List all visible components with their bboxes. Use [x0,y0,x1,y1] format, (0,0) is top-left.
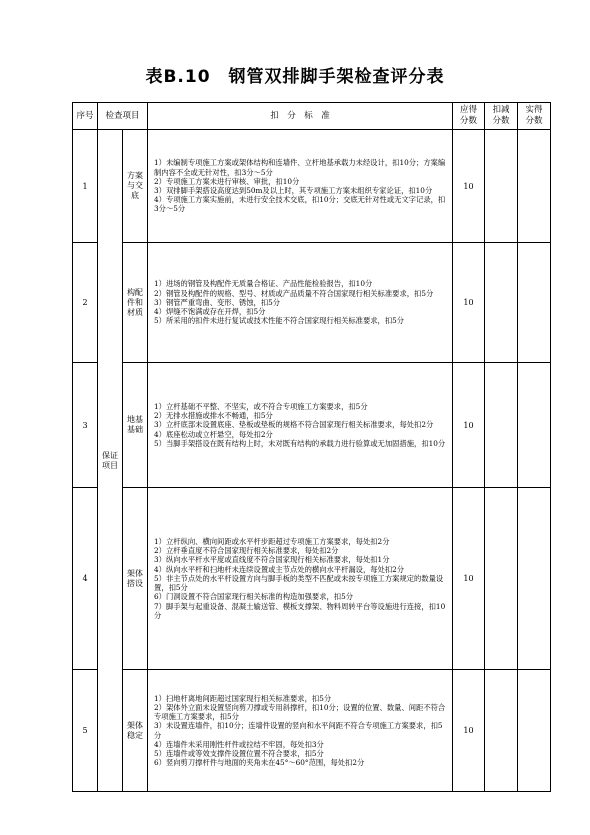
group-label: 保证 项目 [98,130,123,792]
header-actual-points: 实得 分数 [518,103,551,130]
row-item: 方案 与交 底 [123,130,148,243]
table-row [73,243,551,363]
row-seq: 4 [73,488,98,670]
row-deducted-points[interactable] [485,670,518,792]
row-standard: 1）进场的钢管及构配件无质量合格证、产品性能检验报告，扣10分 2）钢管及构配件的规格、型号、材质或产品质量不符合国家现行相关标准要求，扣5分 3）钢管严重弯曲、变形、锈蚀，扣5分 4）焊缝不饱满或存在开焊，扣5分 5）所采用的扣件未进行复试或技术性能不符合国家现行相关标准要求，扣5分 [148,243,453,363]
row-item: 架体 搭设 [123,488,148,670]
table-row [73,670,551,792]
score-table [72,102,551,792]
row-standard: 1）未编制专项施工方案或架体结构和连墙件、立杆地基承载力未经设计，扣10分；方案编制内容不全或无针对性，扣3分～5分 2）专项施工方案未进行审核、审批，扣10分 3）双排脚手架搭设高度达到50m及以上时，其专项施工方案未组织专家论证，扣10分 4）专项施工方案实施前，未进行安全技术交底，扣10分；交底无针对性或无文字记录，扣3分～5分 [148,130,453,243]
row-deducted-points[interactable] [485,243,518,363]
row-deducted-points[interactable] [485,363,518,488]
table-row [73,363,551,488]
row-due-points: 10 [453,670,485,792]
row-seq: 1 [73,130,98,243]
row-actual-points[interactable] [518,670,551,792]
row-standard: 1）立杆纵向、横向间距或水平杆步距超过专项施工方案要求，每处扣2分 2）立杆垂直度不符合国家现行相关标准要求，每处扣2分 3）纵向水平杆水平度或直线度不符合国家现行相关标准要求，每处扣1分 4）纵向水平杆和扫地杆未连续设置或主节点处的横向水平杆漏设，每处扣2分 5）非主节点处的水平杆设置方向与脚手板的类型不匹配或未按专项施工方案规定的数量设置，扣5分 6）门洞设置不符合国家现行相关标准的构造加强要求，扣5分 7）脚手架与起重设备、混凝土输送管、模板支撑架、物料周转平台等设施进行连接，扣10分 [148,488,453,670]
row-deducted-points[interactable] [485,130,518,243]
row-actual-points[interactable] [518,363,551,488]
row-standard: 1）扫地杆离地间距超过国家现行相关标准要求，扣5分 2）架体外立面未设置竖向剪刀撑或专用斜撑杆，扣10分；设置的位置、数量、间距不符合专项施工方案要求，扣5分 3）未设置连墙件，扣10分；连墙件设置的竖向和水平间距不符合专项施工方案要求，扣5分 4）连墙件未采用刚性杆件或拉结不牢固，每处扣3分 5）连墙件或等效支撑件设置位置不符合要求，扣5分 6）竖向剪刀撑杆件与地面的夹角未在45°～60°范围，每处扣2分 [148,670,453,792]
header-row [73,103,551,130]
header-deducted-points: 扣减 分数 [485,103,518,130]
table-row [73,130,551,243]
row-item: 架体 稳定 [123,670,148,792]
row-due-points: 10 [453,243,485,363]
page-title: 表B.10 钢管双排脚手架检查评分表 [145,67,445,87]
row-due-points: 10 [453,130,485,243]
row-due-points: 10 [453,363,485,488]
header-item: 检查项目 [98,103,148,130]
header-standard: 扣 分 标 准 [148,103,453,130]
row-seq: 5 [73,670,98,792]
row-deducted-points[interactable] [485,488,518,670]
row-item: 构配 件和 材质 [123,243,148,363]
header-due-points: 应得 分数 [453,103,485,130]
row-actual-points[interactable] [518,488,551,670]
table-row [73,488,551,670]
row-item: 地基 基础 [123,363,148,488]
row-actual-points[interactable] [518,243,551,363]
row-seq: 3 [73,363,98,488]
row-actual-points[interactable] [518,130,551,243]
row-seq: 2 [73,243,98,363]
row-due-points: 10 [453,488,485,670]
row-standard: 1）立杆基础不平整、不坚实，或不符合专项施工方案要求，扣5分 2）无排水措施或排水不畅通，扣5分 3）立杆底部未设置底座、垫板或垫板的规格不符合国家现行相关标准要求，每处扣2分 4）底座松动或立杆悬空，每处扣2分 5）当脚手架搭设在既有结构上时，未对既有结构的承载力进行验算或无加固措施，扣10分 [148,363,453,488]
header-seq: 序号 [73,103,98,130]
